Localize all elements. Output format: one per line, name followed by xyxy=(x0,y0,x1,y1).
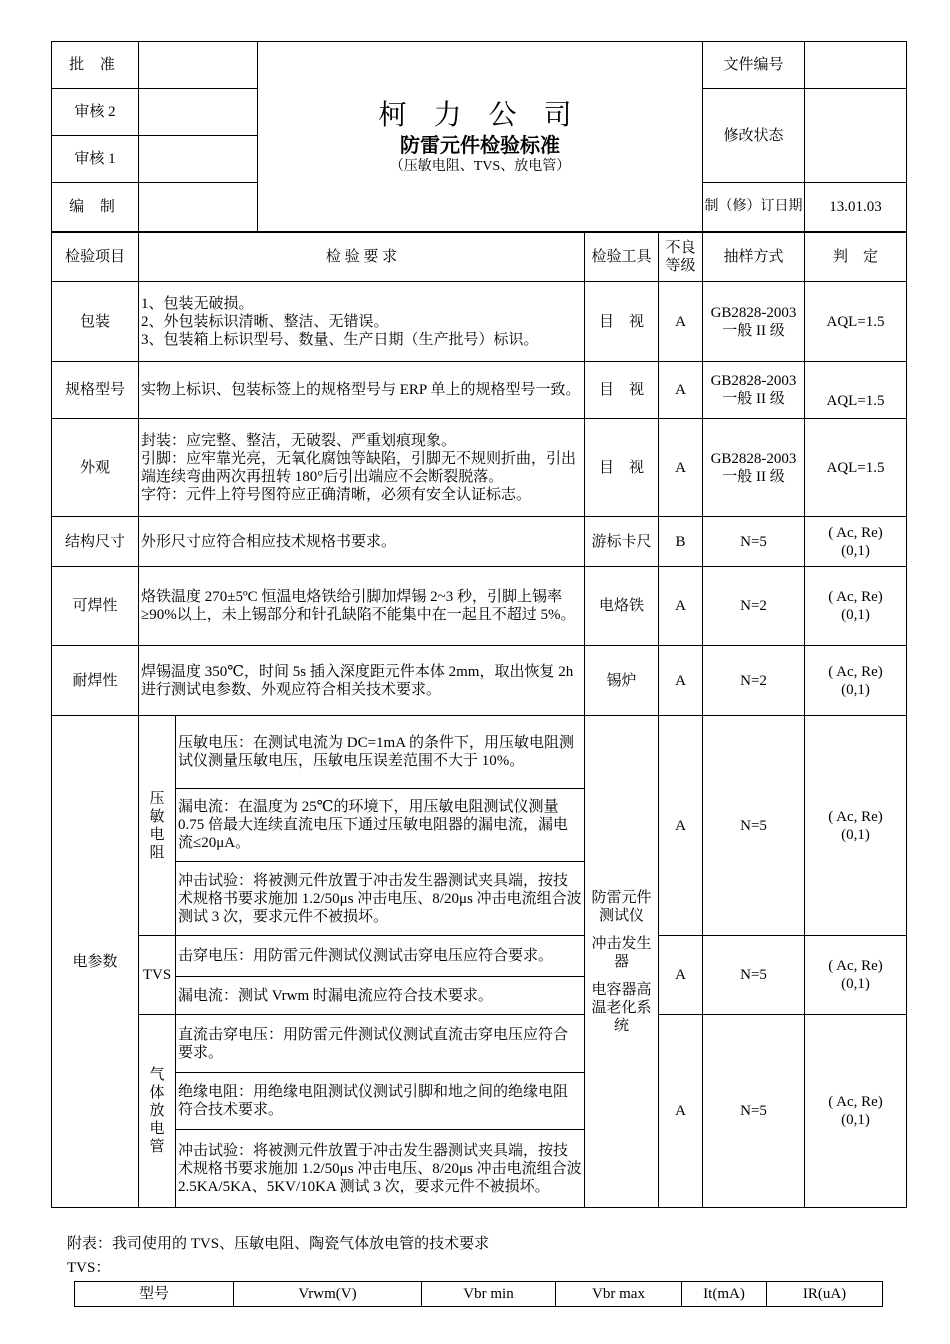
row-item: 耐焊性 xyxy=(52,646,139,716)
row-sampling: N=2 xyxy=(703,567,805,646)
spec-col-ir: IR(uA) xyxy=(767,1282,883,1307)
company-name: 柯 力 公 司 xyxy=(378,99,582,131)
req-line: 字符：元件上符号图符应正确清晰，必须有安全认证标志。 xyxy=(141,486,532,503)
table-row xyxy=(52,362,907,419)
row-item: 电参数 xyxy=(52,716,139,1208)
row-grade: A xyxy=(659,716,703,936)
row-judge xyxy=(805,936,907,1015)
row-sampling: N=5 xyxy=(703,517,805,567)
group-gas-tube xyxy=(139,1015,176,1208)
row-sampling xyxy=(703,362,805,419)
table-row xyxy=(52,282,907,362)
table-row xyxy=(52,1015,907,1073)
row-grade: A xyxy=(659,362,703,419)
spec-col-vbr-max: Vbr max xyxy=(556,1282,682,1307)
inspection-table xyxy=(51,232,907,1208)
req-line: 3、包装箱上标识型号、数量、生产日期（生产批号）标识。 xyxy=(141,331,539,348)
group-char: 压 xyxy=(149,790,165,807)
judge-line: (0,1) xyxy=(841,607,870,623)
judge-line: ( Ac, Re) xyxy=(828,1094,883,1110)
table-row xyxy=(52,517,907,567)
row-requirement: 焊锡温度 350℃，时间 5s 插入深度距元件本体 2mm，取出恢复 2h 进行测试电参数、外观应符合相关技术要求。 xyxy=(139,646,585,716)
col-defect-grade: 不良等级 xyxy=(659,233,703,282)
row-requirement: 漏电流：在温度为 25℃的环境下，用压敏电阻测试仪测量 0.75 倍最大连续直流电压下通过压敏电阻器的漏电流，漏电流≤20μA。 xyxy=(176,789,585,862)
row-item: 可焊性 xyxy=(52,567,139,646)
row-sampling xyxy=(703,419,805,517)
compile-value xyxy=(139,183,258,232)
row-sampling: N=5 xyxy=(703,1015,805,1208)
row-tool: 游标卡尺 xyxy=(585,517,659,567)
row-judge: AQL=1.5 xyxy=(805,419,907,517)
approve-label: 批 准 xyxy=(52,42,139,89)
row-requirement: 压敏电压：在测试电流为 DC=1mA 的条件下，用压敏电阻测试仪测量压敏电压，压敏电压误差范围不大于 10%。 xyxy=(176,716,585,789)
doc-no-label: 文件编号 xyxy=(703,42,805,89)
tool-line: 防雷元件测试仪 xyxy=(591,889,652,924)
col-requirement: 检 验 要 求 xyxy=(139,233,585,282)
sampling-line: 一般 II 级 xyxy=(722,391,785,407)
compile-label: 编 制 xyxy=(52,183,139,232)
revision-label: 修改状态 xyxy=(703,89,805,183)
row-judge xyxy=(805,517,907,567)
doc-subtitle: （压敏电阻、TVS、放电管） xyxy=(389,158,571,174)
row-grade: A xyxy=(659,936,703,1015)
req-line: 引脚：应牢靠光亮，无氧化腐蚀等缺陷，引脚无不规则折曲，引出端连续弯曲两次再扭转 180°后引出端应不会断裂脱落。 xyxy=(141,450,577,485)
judge-line: (0,1) xyxy=(841,542,870,559)
req-line: 1、包装无破损。 xyxy=(141,295,254,312)
table-row xyxy=(52,567,907,646)
tool-line: 冲击发生器 xyxy=(591,935,652,970)
table-row xyxy=(52,646,907,716)
group-char: 体 xyxy=(149,1085,165,1101)
spec-col-it: It(mA) xyxy=(682,1282,767,1307)
review2-value xyxy=(139,89,258,136)
spec-col-model: 型号 xyxy=(75,1282,234,1307)
spec-header-row xyxy=(75,1282,883,1307)
tool-line: 电容器高温老化系统 xyxy=(591,981,652,1034)
column-header-row xyxy=(52,233,907,282)
approve-value xyxy=(139,42,258,89)
sampling-line: GB2828-2003 xyxy=(710,450,797,467)
group-char: 气 xyxy=(149,1067,165,1083)
row-sampling: N=5 xyxy=(703,716,805,936)
judge-line: ( Ac, Re) xyxy=(828,958,883,974)
revision-value xyxy=(805,89,907,183)
table-row xyxy=(52,716,907,789)
row-requirement: 漏电流：测试 Vrwm 时漏电流应符合技术要求。 xyxy=(176,977,585,1015)
title-block xyxy=(258,42,703,232)
row-tool xyxy=(585,716,659,1208)
doc-no-value xyxy=(805,42,907,89)
row-requirement: 外形尺寸应符合相应技术规格书要求。 xyxy=(139,517,585,567)
row-sampling xyxy=(703,282,805,362)
row-tool: 锡炉 xyxy=(585,646,659,716)
date-value: 13.01.03 xyxy=(805,183,907,232)
row-sampling: N=2 xyxy=(703,646,805,716)
row-grade: A xyxy=(659,567,703,646)
row-requirement xyxy=(139,282,585,362)
group-tvs: TVS xyxy=(139,936,176,1015)
spec-col-vbr-min: Vbr min xyxy=(422,1282,556,1307)
row-sampling: N=5 xyxy=(703,936,805,1015)
row-grade: A xyxy=(659,419,703,517)
row-requirement: 绝缘电阻：用绝缘电阻测试仪测试引脚和地之间的绝缘电阻符合技术要求。 xyxy=(176,1073,585,1130)
row-tool: 目 视 xyxy=(585,282,659,362)
judge-line: (0,1) xyxy=(841,681,870,698)
row-requirement: 冲击试验：将被测元件放置于冲击发生器测试夹具端，按技术规格书要求施加 1.2/50μs 冲击电压、8/20μs 冲击电流组合波 2.5KA/5KA、5KV/10KA 测试 3 次，要求元件不被损坏。 xyxy=(176,1130,585,1208)
row-grade: B xyxy=(659,517,703,567)
row-grade: A xyxy=(659,282,703,362)
row-item: 包装 xyxy=(52,282,139,362)
row-judge: AQL=1.5 xyxy=(805,282,907,362)
doc-title: 防雷元件检验标准 xyxy=(400,134,560,157)
sampling-line: GB2828-2003 xyxy=(710,304,797,321)
tvs-spec-table xyxy=(74,1281,883,1307)
group-char: 放 xyxy=(149,1103,165,1119)
spec-col-vrwm: Vrwm(V) xyxy=(234,1282,422,1307)
row-item: 外观 xyxy=(52,419,139,517)
group-char: 电 xyxy=(149,1121,165,1137)
judge-line: ( Ac, Re) xyxy=(828,663,883,680)
req-line: 封装：应完整、整洁，无破裂、严重划痕现象。 xyxy=(141,432,457,449)
row-requirement: 直流击穿电压：用防雷元件测试仪测试直流击穿电压应符合要求。 xyxy=(176,1015,585,1073)
row-judge xyxy=(805,646,907,716)
group-varistor xyxy=(139,716,176,936)
row-grade: A xyxy=(659,1015,703,1208)
row-item: 结构尺寸 xyxy=(52,517,139,567)
group-char: 电 xyxy=(149,826,165,843)
row-tool: 目 视 xyxy=(585,362,659,419)
row-grade: A xyxy=(659,646,703,716)
row-requirement xyxy=(139,419,585,517)
sampling-line: 一般 II 级 xyxy=(722,322,785,339)
judge-line: ( Ac, Re) xyxy=(828,808,883,825)
row-requirement: 冲击试验：将被测元件放置于冲击发生器测试夹具端，按技术规格书要求施加 1.2/50μs 冲击电压、8/20μs 冲击电流组合波测试 3 次，要求元件不被损坏。 xyxy=(176,862,585,936)
review1-label: 审核 1 xyxy=(52,136,139,183)
review1-value xyxy=(139,136,258,183)
table-row xyxy=(52,936,907,977)
col-judge: 判 定 xyxy=(805,233,907,282)
row-judge xyxy=(805,716,907,936)
col-sampling: 抽样方式 xyxy=(703,233,805,282)
col-tool: 检验工具 xyxy=(585,233,659,282)
judge-line: (0,1) xyxy=(841,826,870,843)
review2-label: 审核 2 xyxy=(52,89,139,136)
row-requirement: 击穿电压：用防雷元件测试仪测试击穿电压应符合要求。 xyxy=(176,936,585,977)
judge-line: (0,1) xyxy=(841,1112,870,1128)
row-judge xyxy=(805,1015,907,1208)
sampling-line: GB2828-2003 xyxy=(710,373,797,389)
group-char: 管 xyxy=(149,1139,165,1155)
col-item: 检验项目 xyxy=(52,233,139,282)
judge-line: (0,1) xyxy=(841,976,870,992)
row-tool: 目 视 xyxy=(585,419,659,517)
row-judge xyxy=(805,567,907,646)
date-label: 制（修）订日期 xyxy=(703,183,805,232)
table-row xyxy=(52,419,907,517)
tvs-section-label: TVS： xyxy=(67,1260,111,1276)
row-item: 规格型号 xyxy=(52,362,139,419)
group-char: 敏 xyxy=(149,808,165,825)
row-tool: 电烙铁 xyxy=(585,567,659,646)
appendix-note: 附表：我司使用的 TVS、压敏电阻、陶瓷气体放电管的技术要求 xyxy=(67,1236,490,1252)
row-requirement: 烙铁温度 270±5ºC 恒温电烙铁给引脚加焊锡 2~3 秒，引脚上锡率≥90%以上，未上锡部分和针孔缺陷不能集中在一起且不超过 5%。 xyxy=(139,567,585,646)
sampling-line: 一般 II 级 xyxy=(722,468,785,485)
row-judge: AQL=1.5 xyxy=(805,362,907,419)
judge-line: ( Ac, Re) xyxy=(828,524,883,541)
req-line: 2、外包装标识清晰、整洁、无错误。 xyxy=(141,313,389,330)
row-requirement: 实物上标识、包装标签上的规格型号与 ERP 单上的规格型号一致。 xyxy=(139,362,585,419)
judge-line: ( Ac, Re) xyxy=(828,589,883,605)
header-table xyxy=(51,41,907,232)
group-char: 阻 xyxy=(149,844,165,861)
